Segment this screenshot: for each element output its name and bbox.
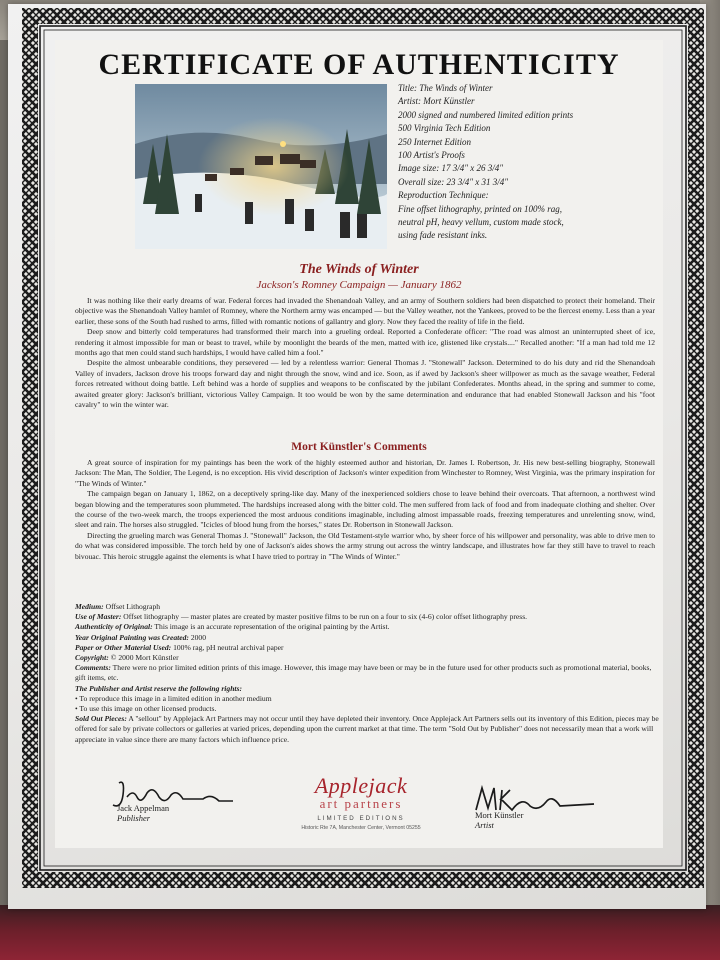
meta-line: Reproduction Technique: — [398, 190, 489, 201]
meta-line: Image size: 17 3/4" x 26 3/4" — [398, 163, 504, 174]
meta-line: 2000 signed and numbered limited edition prints — [398, 109, 574, 120]
spec-label: Paper or Other Material Used: — [75, 642, 172, 652]
spec-label: Authenticity of Original: — [75, 622, 153, 632]
spec-row — [75, 694, 660, 704]
spec-row — [75, 663, 660, 683]
spec-row — [75, 633, 660, 643]
spec-row — [75, 643, 660, 653]
meta-line: neutral pH, heavy vellum, custom made stock, — [398, 217, 564, 228]
comments-paragraph: A great source of inspiration for my paintings has been the work of the highly esteemed author and historian, Dr. James I. Robertson, Jr. His new best-selling biography, Stonewall Jackson: The Man, The Soldier, The Legend, is no exception. His vivid description of Jackson's winter expedition from Winchester to Romney, West Virginia, was the primary inspiration for "The Winds of Winter." — [75, 458, 655, 488]
spec-text: 2000 — [188, 632, 207, 642]
meta-line: Fine offset lithography, printed on 100% rag, — [398, 203, 562, 214]
story-paragraph: Despite the almost unbearable conditions, they persevered — led by a relentless warrior: General Thomas J. "Stonewall" Jackson. Determined to do his duty and rid the Shenandoah Valley of invaders, Jackson drove his troops forward day and night through the snow, wind and ice. Soon, as if awed by Jackson's sheer willpower as much as the savage weather, Federal forces retreated without doing battle. Left behind was a horde of supplies and weapons to be confiscated by the jubilant Confederates. Months ahead, in the spring and summer to come, awaited greater glory: Jackson's brilliant, victorious Valley Campaign. It too would be won by the same determination and endurance that had enabled Stonewall Jackson and his "foot cavalry" to win the winter war. — [75, 358, 655, 410]
spec-text: There were no prior limited edition prints of this image. However, this image may have been or may be in the future used for other products such as promotional material, books, gift items, etc. — [75, 663, 652, 683]
specifications — [75, 602, 660, 745]
comments-paragraph: The campaign began on January 1, 1862, on a deceptively spring-like day. Many of the inexperienced soldiers chose to leave behind their overcoats. That afternoon, a northwest wind began blowing and the temperatures soon plummeted. The hardships increased along with the bitter cold. The men suffered from lack of food and from inadequate clothing and shelter. Over the course of the two-week march, the troops experienced the most arduous conditions imaginable, including almost impassable roads, freezing temperatures and unrelenting snow, wind, sleet and rain. The horses also struggled. "Icicles of blood hung from the horses," states Dr. Robertson in Stonewall Jackson. — [75, 489, 655, 530]
meta-line: Artist: Mort Künstler — [398, 96, 475, 107]
background-fabric — [0, 905, 720, 960]
spec-text: A "sellout" by Applejack Art Partners may not occur until they have depleted their inventory. Once Applejack Art Partners sells out its inventory of this Edition, pieces may be offered for sale by private collectors or galleries at varied prices, depending upon the current market at that time. The term "Sold Out by Publisher" does not necessarily mean that a work will appreciate in value since there are many factors which influence price. — [75, 714, 659, 744]
applejack-logo — [283, 775, 439, 847]
logo-name: Applejack — [314, 773, 408, 798]
logo-address: Historic Rte 7A, Manchester Center, Vermont 05255 — [301, 825, 421, 831]
spec-text: • To reproduce this image in a limited edition in another medium — [75, 693, 272, 703]
meta-line: 250 Internet Edition — [398, 136, 471, 147]
spec-label: The Publisher and Artist reserve the following rights: — [75, 683, 243, 693]
spec-text: • To use this image on other licensed products. — [75, 704, 217, 714]
spec-row — [75, 704, 660, 714]
meta-line: Overall size: 23 3/4" x 31 3/4" — [398, 176, 509, 187]
comments-paragraph: Directing the grueling march was General Thomas J. "Stonewall" Jackson, the Old Testament-style warrior who, by sheer force of his willpower and personality, was able to drive men to do what was considered impossible. The torch held by one of Jackson's aides shows the army strung out across the wintry landscape, and illustrates how far they still have to travel to reach bivouac. This heroic struggle against the elements is what I have tried to portray in "The Winds of Winter." — [75, 530, 655, 561]
meta-line: using fade resistant inks. — [398, 230, 488, 241]
logo-subtitle: art partners — [319, 796, 403, 811]
painting-image — [135, 84, 387, 249]
artist-role: Artist — [475, 820, 494, 830]
spec-label: Copyright: — [75, 653, 109, 663]
meta-line: Title: The Winds of Winter — [398, 83, 493, 93]
spec-text: 100% rag, pH neutral archival paper — [171, 642, 284, 652]
publisher-role: Publisher — [117, 813, 151, 823]
spec-text: Offset lithography — master plates are created by master positive films to be run on a four to six (4-6) color offset lithography press. — [121, 612, 528, 622]
meta-line: 500 Virginia Tech Edition — [398, 123, 491, 134]
spec-row — [75, 612, 660, 622]
publisher-signature-block — [117, 803, 169, 823]
story-paragraph: It was nothing like their early dreams of war. Federal forces had invaded the Shenandoah Valley, and an army of Southern soldiers had been dispatched to protect their homeland. Their objective was the Shenandoah Valley hamlet of Romney, where the Northern army was encamped — but the Valley weather, not the Yankees, proved to be the fiercest enemy. Less than a year earlier, these sons of the South had rushed to arms, filled with romantic notions of gallantry and glory. Now they faced the reality of life in the field. — [75, 296, 656, 326]
artist-name: Mort Künstler — [475, 810, 524, 820]
certificate-body — [55, 40, 663, 848]
spec-row — [75, 684, 660, 694]
story-subtitle: Jackson's Romney Campaign — January 1862 — [256, 279, 462, 291]
comments-text — [75, 458, 655, 562]
story-paragraph: Deep snow and bitterly cold temperatures had transformed their march into a grueling ordeal. Reported a Confederate officer: "The road was almost an uninterrupted sheet of ice, rendering it almost impossible for man or beast to travel, while by moonlight the beards of the men, matted with ice, glistened like crystals...." Recalled another: "If a man had told me 12 months ago that men could stand such hardships, I would have called him a fool." — [75, 327, 655, 358]
print-metadata — [398, 82, 663, 243]
spec-label: Year Original Painting was Created: — [75, 632, 189, 642]
meta-line: 100 Artist's Proofs — [398, 150, 465, 161]
spec-label: Sold Out Pieces: — [75, 714, 127, 724]
spec-text: © 2000 Mort Künstler — [108, 653, 179, 663]
story-title: The Winds of Winter — [299, 262, 419, 277]
spec-label: Comments: — [75, 663, 111, 673]
story-text — [75, 296, 655, 410]
logo-editions: LIMITED EDITIONS — [317, 815, 405, 822]
spec-row — [75, 653, 660, 663]
spec-text: This image is an accurate representation of the original painting by the Artist. — [152, 622, 390, 632]
spec-label: Use of Master: — [75, 612, 122, 622]
certificate-title: CERTIFICATE OF AUTHENTICITY — [98, 48, 620, 81]
spec-text: Offset Lithograph — [103, 602, 161, 611]
spec-row — [75, 602, 660, 612]
publisher-name: Jack Appelman — [117, 803, 170, 813]
spec-row — [75, 622, 660, 632]
artist-signature-block — [475, 810, 523, 830]
comments-title: Mort Künstler's Comments — [291, 441, 427, 453]
spec-row — [75, 714, 660, 745]
spec-label: Medium: — [75, 602, 104, 611]
